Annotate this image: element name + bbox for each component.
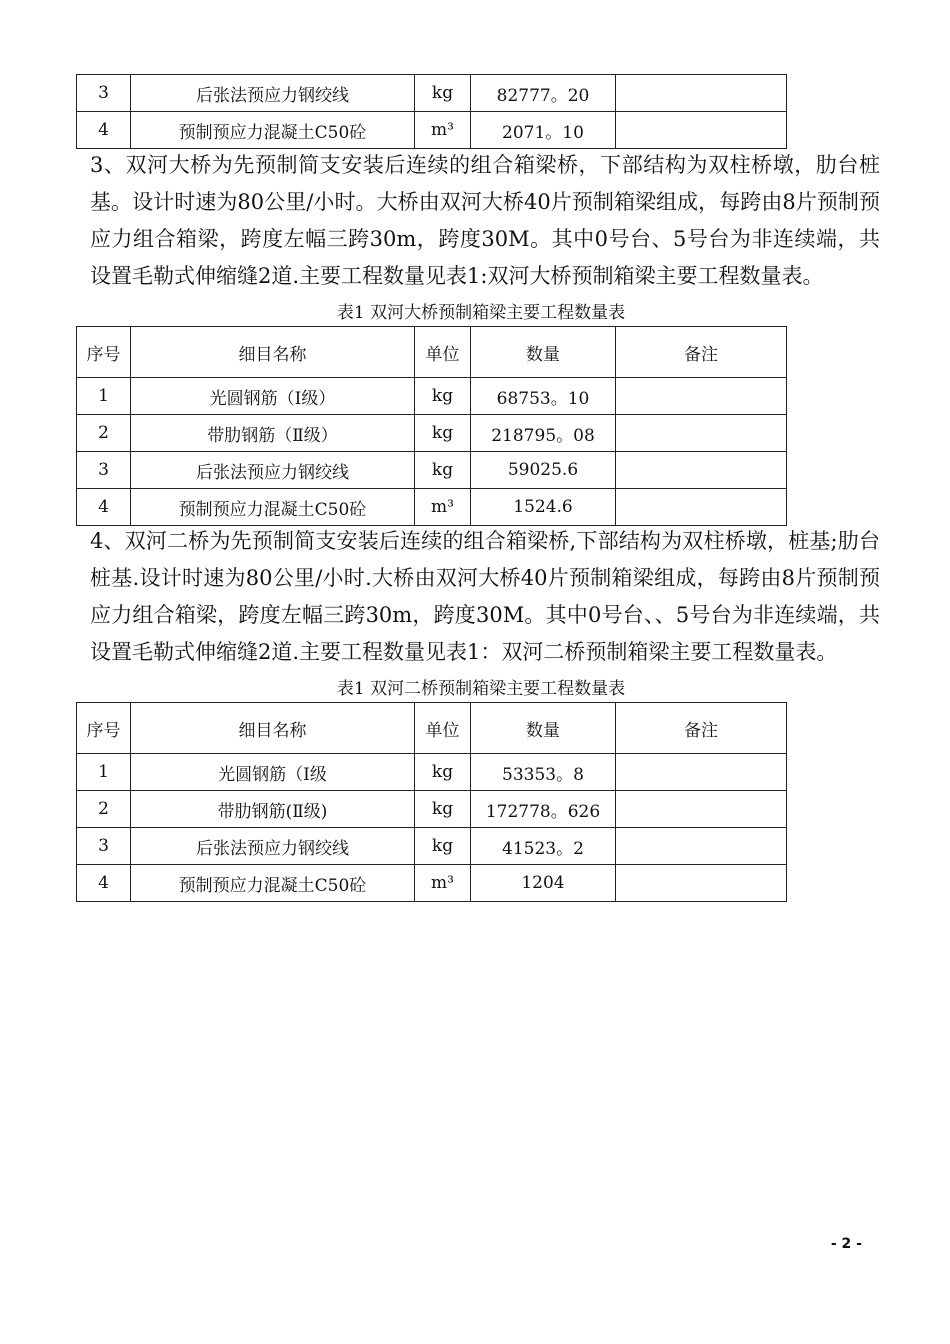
- cell-item-name: 光圆钢筋（Ⅰ级: [131, 754, 415, 791]
- cell-remark: [616, 754, 787, 791]
- cell-item-name: 预制预应力混凝土C50砼: [131, 865, 415, 902]
- table-caption: 表1 双河大桥预制箱梁主要工程数量表: [336, 303, 626, 323]
- cell-index: 4: [77, 865, 131, 902]
- header-quantity: 数量: [471, 703, 616, 754]
- paragraph-shuanghe-bridge: 3、双河大桥为先预制简支安装后连续的组合箱梁桥，下部结构为双柱桥墩，肋台桩基。设计时速为80公里/小时。大桥由双河大桥40片预制箱梁组成，每跨由8片预制预应力组合箱梁，跨度左幅三跨30m，跨度30M。其中0号台、5号台为非连续端，共设置毛勒式伸缩缝2道.主要工程数量见表1:双河大桥预制箱梁主要工程数量表。: [90, 153, 880, 288]
- cell-index: 3: [77, 75, 131, 112]
- cell-quantity: 59025.6: [471, 452, 616, 489]
- cell-quantity: 41523。2: [471, 828, 616, 865]
- header-index: 序号: [77, 327, 131, 378]
- cell-quantity: 68753。10: [471, 378, 616, 415]
- cell-unit: m³: [415, 489, 471, 526]
- paragraph-shuanghe-second-bridge: 4、双河二桥为先预制简支安装后连续的组合箱梁桥,下部结构为双柱桥墩，桩基;肋台桩基.设计时速为80公里/小时.大桥由双河大桥40片预制箱梁组成，每跨由8片预制预应力组合箱梁，跨度左幅三跨30m，跨度30M。其中0号台、、5号台为非连续端，共设置毛勒式伸缩缝2道.主要工程数量见表1：双河二桥预制箱梁主要工程数量表。: [90, 529, 880, 664]
- cell-index: 3: [77, 452, 131, 489]
- header-unit: 单位: [415, 703, 471, 754]
- table-header-row: [77, 703, 787, 754]
- cell-quantity: 2071。10: [471, 112, 616, 149]
- cell-quantity: 218795。08: [471, 415, 616, 452]
- table-caption: 表1 双河二桥预制箱梁主要工程数量表: [336, 679, 626, 699]
- quantity-table-shuanghe-bridge: [76, 326, 787, 526]
- quantity-table-shuanghe-second-bridge: [76, 702, 787, 902]
- table-row: [77, 754, 787, 791]
- cell-index: 3: [77, 828, 131, 865]
- table-row: [77, 791, 787, 828]
- header-unit: 单位: [415, 327, 471, 378]
- table-row: [77, 75, 787, 112]
- cell-remark: [616, 378, 787, 415]
- cell-remark: [616, 75, 787, 112]
- header-remark: 备注: [616, 703, 787, 754]
- cell-remark: [616, 415, 787, 452]
- cell-unit: kg: [415, 754, 471, 791]
- cell-quantity: 53353。8: [471, 754, 616, 791]
- cell-unit: kg: [415, 378, 471, 415]
- cell-quantity: 1524.6: [471, 489, 616, 526]
- header-item-name: 细目名称: [131, 703, 415, 754]
- table-header-row: [77, 327, 787, 378]
- table-row: [77, 415, 787, 452]
- cell-remark: [616, 791, 787, 828]
- table-row: [77, 452, 787, 489]
- cell-remark: [616, 452, 787, 489]
- cell-remark: [616, 865, 787, 902]
- cell-item-name: 后张法预应力钢绞线: [131, 75, 415, 112]
- cell-item-name: 预制预应力混凝土C50砼: [131, 489, 415, 526]
- cell-unit: m³: [415, 112, 471, 149]
- cell-index: 4: [77, 489, 131, 526]
- page-number: - 2 -: [830, 1236, 862, 1252]
- cell-item-name: 光圆钢筋（Ⅰ级）: [131, 378, 415, 415]
- cell-remark: [616, 489, 787, 526]
- cell-unit: kg: [415, 452, 471, 489]
- table-row: [77, 489, 787, 526]
- cell-item-name: 后张法预应力钢绞线: [131, 828, 415, 865]
- cell-item-name: 带肋钢筋（Ⅱ级）: [131, 415, 415, 452]
- cell-index: 4: [77, 112, 131, 149]
- cell-unit: kg: [415, 75, 471, 112]
- table-row: [77, 828, 787, 865]
- cell-item-name: 带肋钢筋(Ⅱ级): [131, 791, 415, 828]
- cell-index: 2: [77, 791, 131, 828]
- cell-item-name: 预制预应力混凝土C50砼: [131, 112, 415, 149]
- header-quantity: 数量: [471, 327, 616, 378]
- table-row: [77, 865, 787, 902]
- cell-quantity: 172778。626: [471, 791, 616, 828]
- cell-remark: [616, 828, 787, 865]
- table-row: [77, 378, 787, 415]
- cell-remark: [616, 112, 787, 149]
- table-row: [77, 112, 787, 149]
- cell-unit: kg: [415, 415, 471, 452]
- cell-index: 1: [77, 378, 131, 415]
- header-index: 序号: [77, 703, 131, 754]
- quantity-table-continued: [76, 74, 787, 149]
- cell-index: 2: [77, 415, 131, 452]
- cell-unit: kg: [415, 828, 471, 865]
- cell-index: 1: [77, 754, 131, 791]
- cell-quantity: 1204: [471, 865, 616, 902]
- cell-unit: kg: [415, 791, 471, 828]
- cell-unit: m³: [415, 865, 471, 902]
- cell-item-name: 后张法预应力钢绞线: [131, 452, 415, 489]
- header-remark: 备注: [616, 327, 787, 378]
- header-item-name: 细目名称: [131, 327, 415, 378]
- cell-quantity: 82777。20: [471, 75, 616, 112]
